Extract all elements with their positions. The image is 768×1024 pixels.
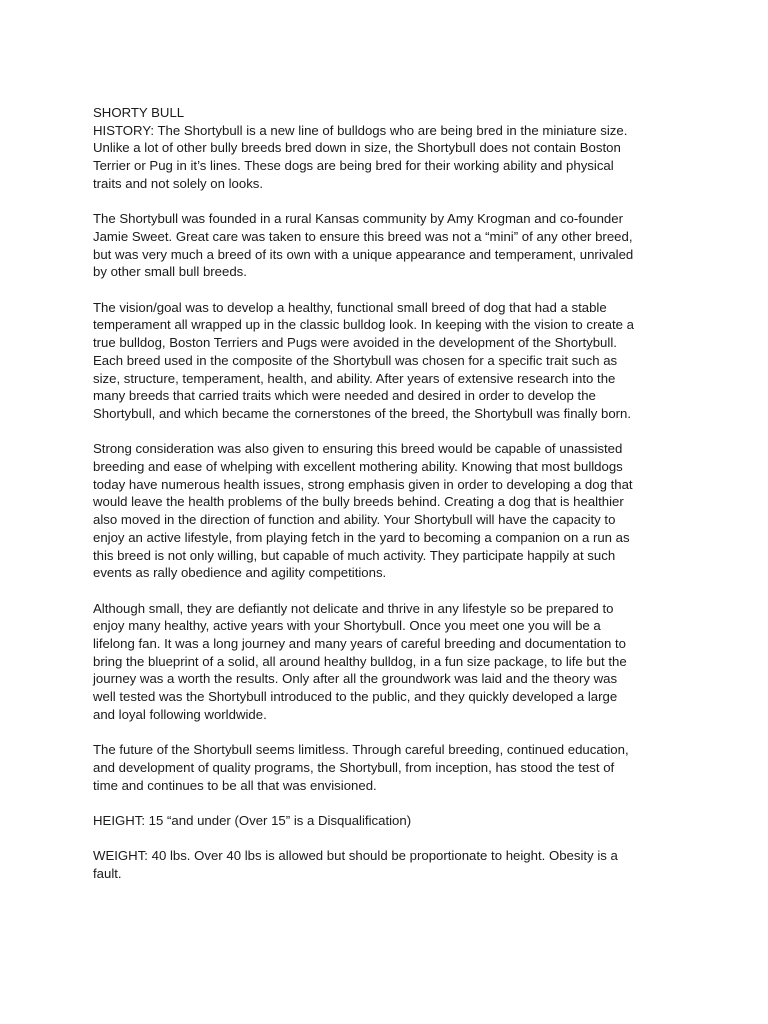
height-paragraph [93,812,693,830]
text-line: WEIGHT: 40 lbs. Over 40 lbs is allowed but should be proportionate to height. Obesity is a [93,848,618,864]
text-line: Jamie Sweet. Great care was taken to ensure this breed was not a “mini” of any other breed, [93,228,633,244]
text-line: The future of the Shortybull seems limitless. Through careful breeding, continued education, [93,742,629,758]
text-line: traits and not solely on looks. [93,175,264,191]
text-line: by other small bull breeds. [93,264,247,280]
document-title: SHORTY BULL [93,105,185,120]
future-paragraph [93,741,693,794]
text-line: Unlike a lot of other bully breeds bred down in size, the Shortybull does not contain Boston [93,140,621,156]
text-line: size, structure, temperament, health, and ability. After years of extensive research into the [93,370,616,386]
text-line: lifelong fan. It was a long journey and many years of careful breeding and documentation to [93,636,626,652]
text-line: breeding and ease of whelping with excellent mothering ability. Knowing that most bulldogs [93,459,623,475]
founded-paragraph [93,210,693,281]
text-line: also moved in the direction of function and ability. Your Shortybull will have the capacity to [93,512,616,528]
text-line: time and continues to be all that was envisioned. [93,777,377,793]
text-line: Terrier or Pug in it’s lines. These dogs are being bred for their working ability and physical [93,158,614,174]
text-line: HISTORY: The Shortybull is a new line of bulldogs who are being bred in the miniature size. [93,122,628,138]
text-line: would leave the health problems of the bully breeds behind. Creating a dog that is healthier [93,494,624,510]
text-line: many breeds that carried traits which were needed and desired in order to develop the [93,388,596,404]
text-line: events as rally obedience and agility competitions. [93,565,387,581]
text-line: The vision/goal was to develop a healthy, functional small breed of dog that had a stable [93,299,607,315]
text-line: The Shortybull was founded in a rural Kansas community by Amy Krogman and co-founder [93,211,623,227]
text-line: but was very much a breed of its own with a unique appearance and temperament, unrivaled [93,246,634,262]
text-line: this breed is not only willing, but capable of much activity. They participate happily at such [93,547,616,563]
document-page [93,104,693,901]
text-line: Shortybull, and which became the cornerstones of the breed, the Shortybull was finally born. [93,405,632,421]
text-line: Strong consideration was also given to ensuring this breed would be capable of unassisted [93,441,623,457]
text-line: true bulldog, Boston Terriers and Pugs were avoided in the development of the Shortybull. [93,335,617,351]
text-line: temperament all wrapped up in the classic bulldog look. In keeping with the vision to create a [93,317,634,333]
text-line: enjoy an active lifestyle, from playing fetch in the yard to becoming a companion on a run as [93,529,630,545]
small-paragraph [93,600,693,724]
text-line: and development of quality programs, the Shortybull, from inception, has stood the test of [93,759,615,775]
text-line: fault. [93,866,122,882]
text-line: today have numerous health issues, strong emphasis given in order to developing a dog that [93,476,633,492]
weight-paragraph [93,847,693,882]
text-line: Although small, they are defiantly not delicate and thrive in any lifestyle so be prepared to [93,600,614,616]
text-line: enjoy many healthy, active years with your Shortybull. Once you meet one you will be a [93,618,601,634]
vision-paragraph [93,299,693,423]
text-line: bring the blueprint of a solid, all around healthy bulldog, in a fun size package, to life but the [93,653,627,669]
text-line: Each breed used in the composite of the Shortybull was chosen for a specific trait such as [93,352,618,368]
text-line: HEIGHT: 15 “and under (Over 15” is a Disqualification) [93,813,412,829]
text-line: well tested was the Shortybull introduced to the public, and they quickly developed a large [93,689,618,705]
text-line: journey was a worth the results. Only after all the groundwork was laid and the theory was [93,671,618,687]
history-paragraph [93,104,693,193]
consideration-paragraph [93,440,693,582]
text-line: and loyal following worldwide. [93,706,267,722]
